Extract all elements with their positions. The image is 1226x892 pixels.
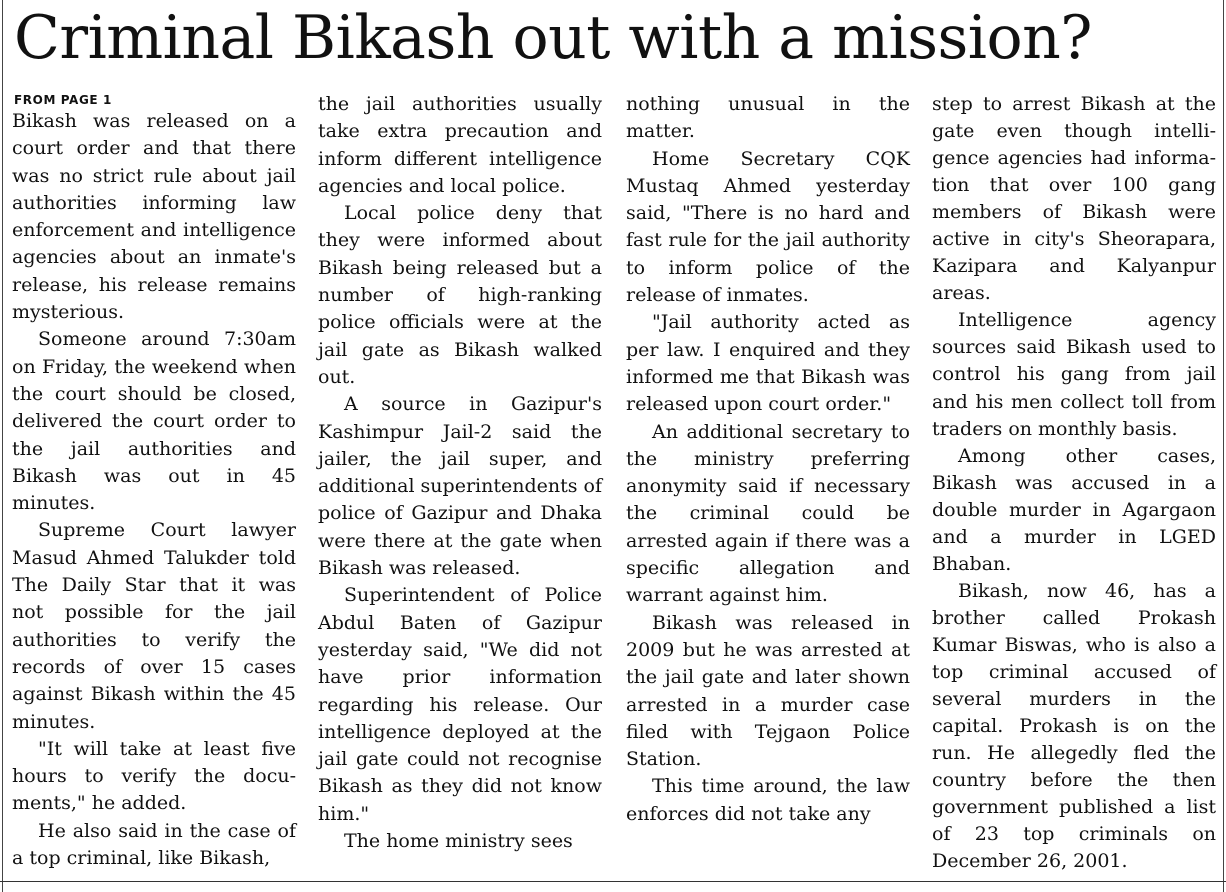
- article-column-2: [318, 92, 602, 855]
- paragraph: A source in Gazipur's Kashimpur Jail-2 said the jailer, the jail super, and additional superintendents of police of Gazipur and Dhaka were there at the gate when Bikash was released.: [318, 393, 603, 580]
- continuation-kicker: FROM PAGE 1: [14, 93, 112, 107]
- paragraph: nothing unusual in the matter.: [626, 93, 910, 143]
- paragraph: An additional secretary to the ministry preferring anonymity said if necessary the criminal could be arrested again if there was a specific allegation and warrant against him.: [626, 420, 910, 607]
- paragraph: "Jail authority acted as per law. I enquired and they informed me that Bikash was released upon court order.": [626, 311, 910, 416]
- paragraph: Supreme Court lawyer Masud Ahmed Talukder told The Daily Star that it was not possible for the jail authorities to verify the records of over 15 cases against Bikash within the 45 minutes.: [12, 519, 296, 733]
- article-column-3: [626, 92, 910, 828]
- right-border-rule: [1223, 0, 1224, 892]
- paragraph: Local police deny that they were informed about Bikash being released but a number of high-ranking police officials were at the jail gate as Bikash walked out.: [318, 202, 602, 388]
- paragraph: Bikash was released in 2009 but he was arrested at the jail gate and later shown arrested in a murder case filed with Tejgaon Police Station.: [626, 611, 910, 771]
- headline: Criminal Bikash out with a mission?: [14, 3, 1092, 73]
- paragraph: The home ministry sees: [344, 830, 573, 853]
- paragraph: Bikash, now 46, has a brother called Prokash Kumar Biswas, who is also a top criminal accused of several murders in the capital. Prokash is on the run. He allegedly fled the country before the then government published a list of 23 top criminals on December 26, 2001.: [932, 579, 1216, 873]
- article-column-1: [12, 92, 296, 872]
- paragraph: Bikash was released on a court order and that there was no strict rule about jail authorities informing law enforcement and intelligence agencies about an inmate's release, his release remains mysterious.: [12, 110, 296, 324]
- article-column-4: [932, 92, 1216, 875]
- bottom-border-rule: [0, 881, 1226, 882]
- paragraph: the jail authorities usually take extra precaution and inform different intelligence agencies and local police.: [318, 93, 602, 197]
- paragraph: He also said in the case of a top criminal, like Bikash,: [12, 819, 296, 870]
- paragraph: Among other cases, Bikash was accused in a double murder in Agargaon and a murder in LGED Bhaban.: [932, 444, 1216, 575]
- paragraph: This time around, the law enforces did not take any: [626, 775, 910, 825]
- paragraph: "It will take at least five hours to verify the documents," he added.: [12, 737, 296, 815]
- paragraph: Someone around 7:30am on Friday, the weekend when the court should be closed, delivered the court order to the jail authorities and Bikash was out in 45 minutes.: [12, 328, 296, 515]
- left-border-rule: [2, 0, 3, 892]
- paragraph: step to arrest Bikash at the gate even though intelligence agencies had information that over 100 gang members of Bikash were active in city's Sheorapara, Kazipara and Kalyanpur areas.: [932, 93, 1216, 305]
- paragraph: Intelligence agency sources said Bikash used to control his gang from jail and his men collect toll from traders on monthly basis.: [932, 309, 1216, 440]
- paragraph: Superintendent of Police Abdul Baten of Gazipur yesterday said, "We did not have prior information regarding his release. Our intelligence deployed at the jail gate could not recognise Bikash as they did not know him.": [318, 584, 602, 825]
- paragraph: Home Secretary CQK Mustaq Ahmed yesterday said, "There is no hard and fast rule for the jail authority to inform police of the release of inmates.: [626, 147, 910, 307]
